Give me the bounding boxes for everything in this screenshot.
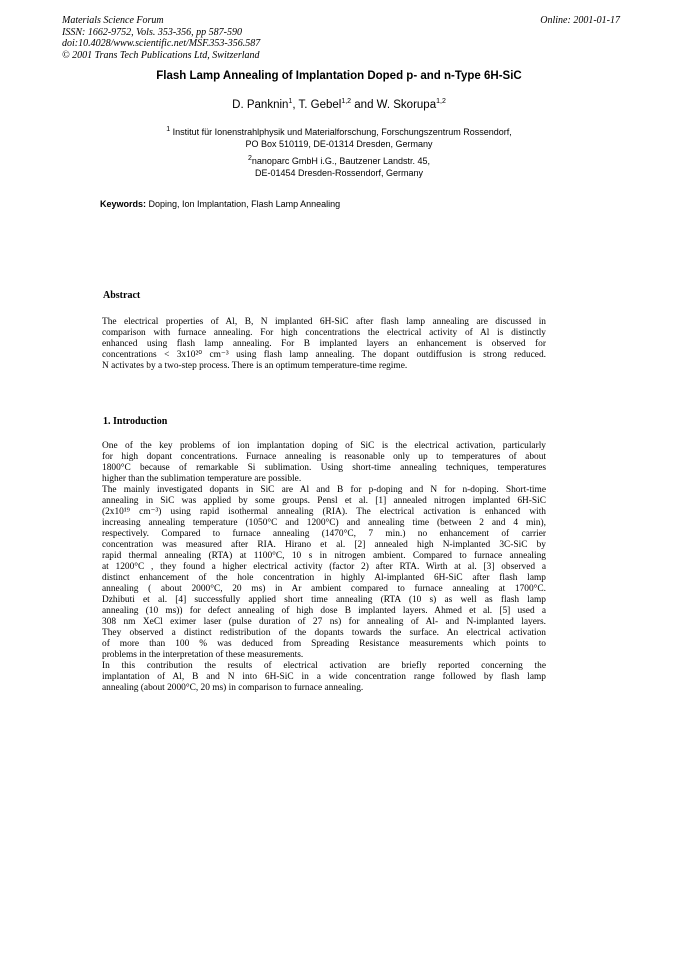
- keywords-label: Keywords:: [100, 199, 147, 209]
- text-line: annealing in SiC was applied by some groups. Pensl et al. [1] annealed nitrogen implanted 6H-SiC: [102, 496, 546, 506]
- text-line: rapid thermal annealing (RTA) at 1100°C, 10 s in nitrogen ambient. Compared to furnace annealing: [102, 551, 546, 561]
- keywords: [100, 199, 340, 209]
- author-affiliation-mark: 1,2: [341, 98, 352, 105]
- affiliation-line: DE-01454 Dresden-Rossendorf, Germany: [254, 167, 424, 178]
- text-line: comparison with furnace annealing. For high concentrations the electrical activity of Al is distinctly: [102, 328, 546, 338]
- affiliation-text: Institut für Ionenstrahlphysik und Materialforschung, Forschungszentrum Rossendorf,: [172, 127, 512, 137]
- journal-info: [62, 15, 260, 61]
- text-line: at 1200°C , they found a higher electrical activity (factor 2) after RTA. Wirth at al. [3] observed a: [102, 562, 546, 572]
- text-line: respectively. Compared to furnace annealing (1470°C, 7 min.) no enhancement of carrier: [102, 529, 546, 539]
- affiliation-line: PO Box 510119, DE-01314 Dresden, Germany: [245, 138, 433, 149]
- journal-issn: ISSN: 1662-9752, Vols. 353-356, pp 587-590: [62, 26, 242, 38]
- text-line: concentration was measured after RIA. Hirano et al. [2] annealed high N-implanted 3C-SiC by: [102, 540, 546, 550]
- paper-title: Flash Lamp Annealing of Implantation Doped p- and n-Type 6H-SiC: [156, 70, 522, 82]
- abstract-body: [102, 317, 546, 372]
- text-line: They observed a distinct redistribution of the dopants towards the surface. An electrical activation: [102, 628, 546, 638]
- author-name: T. Gebel: [298, 98, 342, 111]
- author-name: D. Panknin: [232, 98, 289, 111]
- author-separator: ,: [292, 98, 299, 111]
- text-line: higher than the sublimation temperature are possible.: [102, 474, 302, 484]
- text-line: concentrations < 3x10²⁰ cm⁻³ using flash lamp annealing. The dopant outdiffusion is strong reduced.: [102, 350, 546, 360]
- text-line: 1800°C because of remarkable Si sublimation. Using short-time annealing techniques, temperatures: [102, 463, 546, 473]
- introduction-body: [102, 441, 546, 694]
- text-line: Dzhibuti et al. [4] successfully applied short time annealing (RTA (10 s) as well as flash lamp: [102, 595, 546, 605]
- affiliation-line: [0, 153, 678, 168]
- text-line: distinct enhancement of the hole concentration in highly Al-implanted 6H-SiC after flash lamp: [102, 573, 546, 583]
- abstract-heading: Abstract: [103, 290, 141, 301]
- text-line: for high dopant concentrations. Furnace annealing is reasonable only up to temperatures of about: [102, 452, 546, 462]
- affiliation-text: nanoparc GmbH i.G., Bautzener Landstr. 45,: [251, 156, 430, 166]
- text-line: The mainly investigated dopants in SiC are Al and B for p-doping and N for n-doping. Short-time: [102, 485, 546, 495]
- text-line: annealing (10 ms)) for defect annealing of high dose B implanted layers. Ahmed et al. [5] used a: [102, 606, 546, 616]
- journal-copyright: © 2001 Trans Tech Publications Ltd, Switzerland: [62, 49, 260, 61]
- author-separator: and: [351, 98, 377, 111]
- introduction-heading: 1. Introduction: [103, 416, 168, 427]
- text-line: One of the key problems of ion implantation doping of SiC is the electrical activation, particularly: [102, 441, 546, 451]
- text-line: (2x10¹⁹ cm⁻³) using rapid isothermal annealing (RIA). The electrical activation is enhanced with: [102, 507, 546, 517]
- author-affiliation-mark: 1,2: [436, 98, 446, 105]
- text-line: implantation of Al, B and N into 6H-SiC in a wide concentration range followed by flash lamp: [102, 672, 546, 682]
- journal-doi: doi:10.4028/www.scientific.net/MSF.353-356.587: [62, 38, 261, 49]
- affiliation-1: [0, 124, 678, 150]
- text-line: problems in the interpretation of these measurements.: [102, 650, 304, 660]
- text-line: 308 nm XeCl eximer laser (pulse duration of 27 ns) for annealing of Al- and N-implanted layers.: [102, 617, 546, 627]
- affiliation-2: [0, 153, 678, 179]
- text-line: N activates by a two-step process. There is an optimum temperature-time regime.: [102, 361, 408, 371]
- text-line: of more than 100 % was deduced from Spreading Resistance measurements which points to: [102, 639, 546, 649]
- text-line: annealing ( about 2000°C, 20 ms) in Ar ambient compared to furnace annealing at 1700°C.: [102, 584, 546, 594]
- affiliation-mark: 2: [247, 155, 252, 162]
- text-line: The electrical properties of Al, B, N implanted 6H-SiC after flash lamp annealing are discussed in: [102, 317, 546, 327]
- author-name: W. Skorupa: [376, 98, 437, 111]
- author-list: [0, 98, 678, 111]
- affiliation-mark: 1: [166, 126, 171, 133]
- text-line: annealing (about 2000°C, 20 ms) in comparison to furnace annealing.: [102, 683, 364, 693]
- journal-name: Materials Science Forum: [62, 15, 164, 26]
- text-line: In this contribution the results of electrical activation are briefly reported concerning the: [102, 661, 546, 671]
- text-line: enhanced using flash lamp annealing. For B implanted layers an enhancement is observed for: [102, 339, 546, 349]
- text-line: increasing annealing temperature (1050°C and 1200°C) and annealing time (between 2 and 4 min),: [102, 518, 546, 528]
- author-affiliation-mark: 1: [288, 98, 293, 105]
- affiliation-line: [0, 124, 678, 139]
- online-date: Online: 2001-01-17: [540, 15, 620, 26]
- keywords-text: Doping, Ion Implantation, Flash Lamp Annealing: [146, 199, 341, 209]
